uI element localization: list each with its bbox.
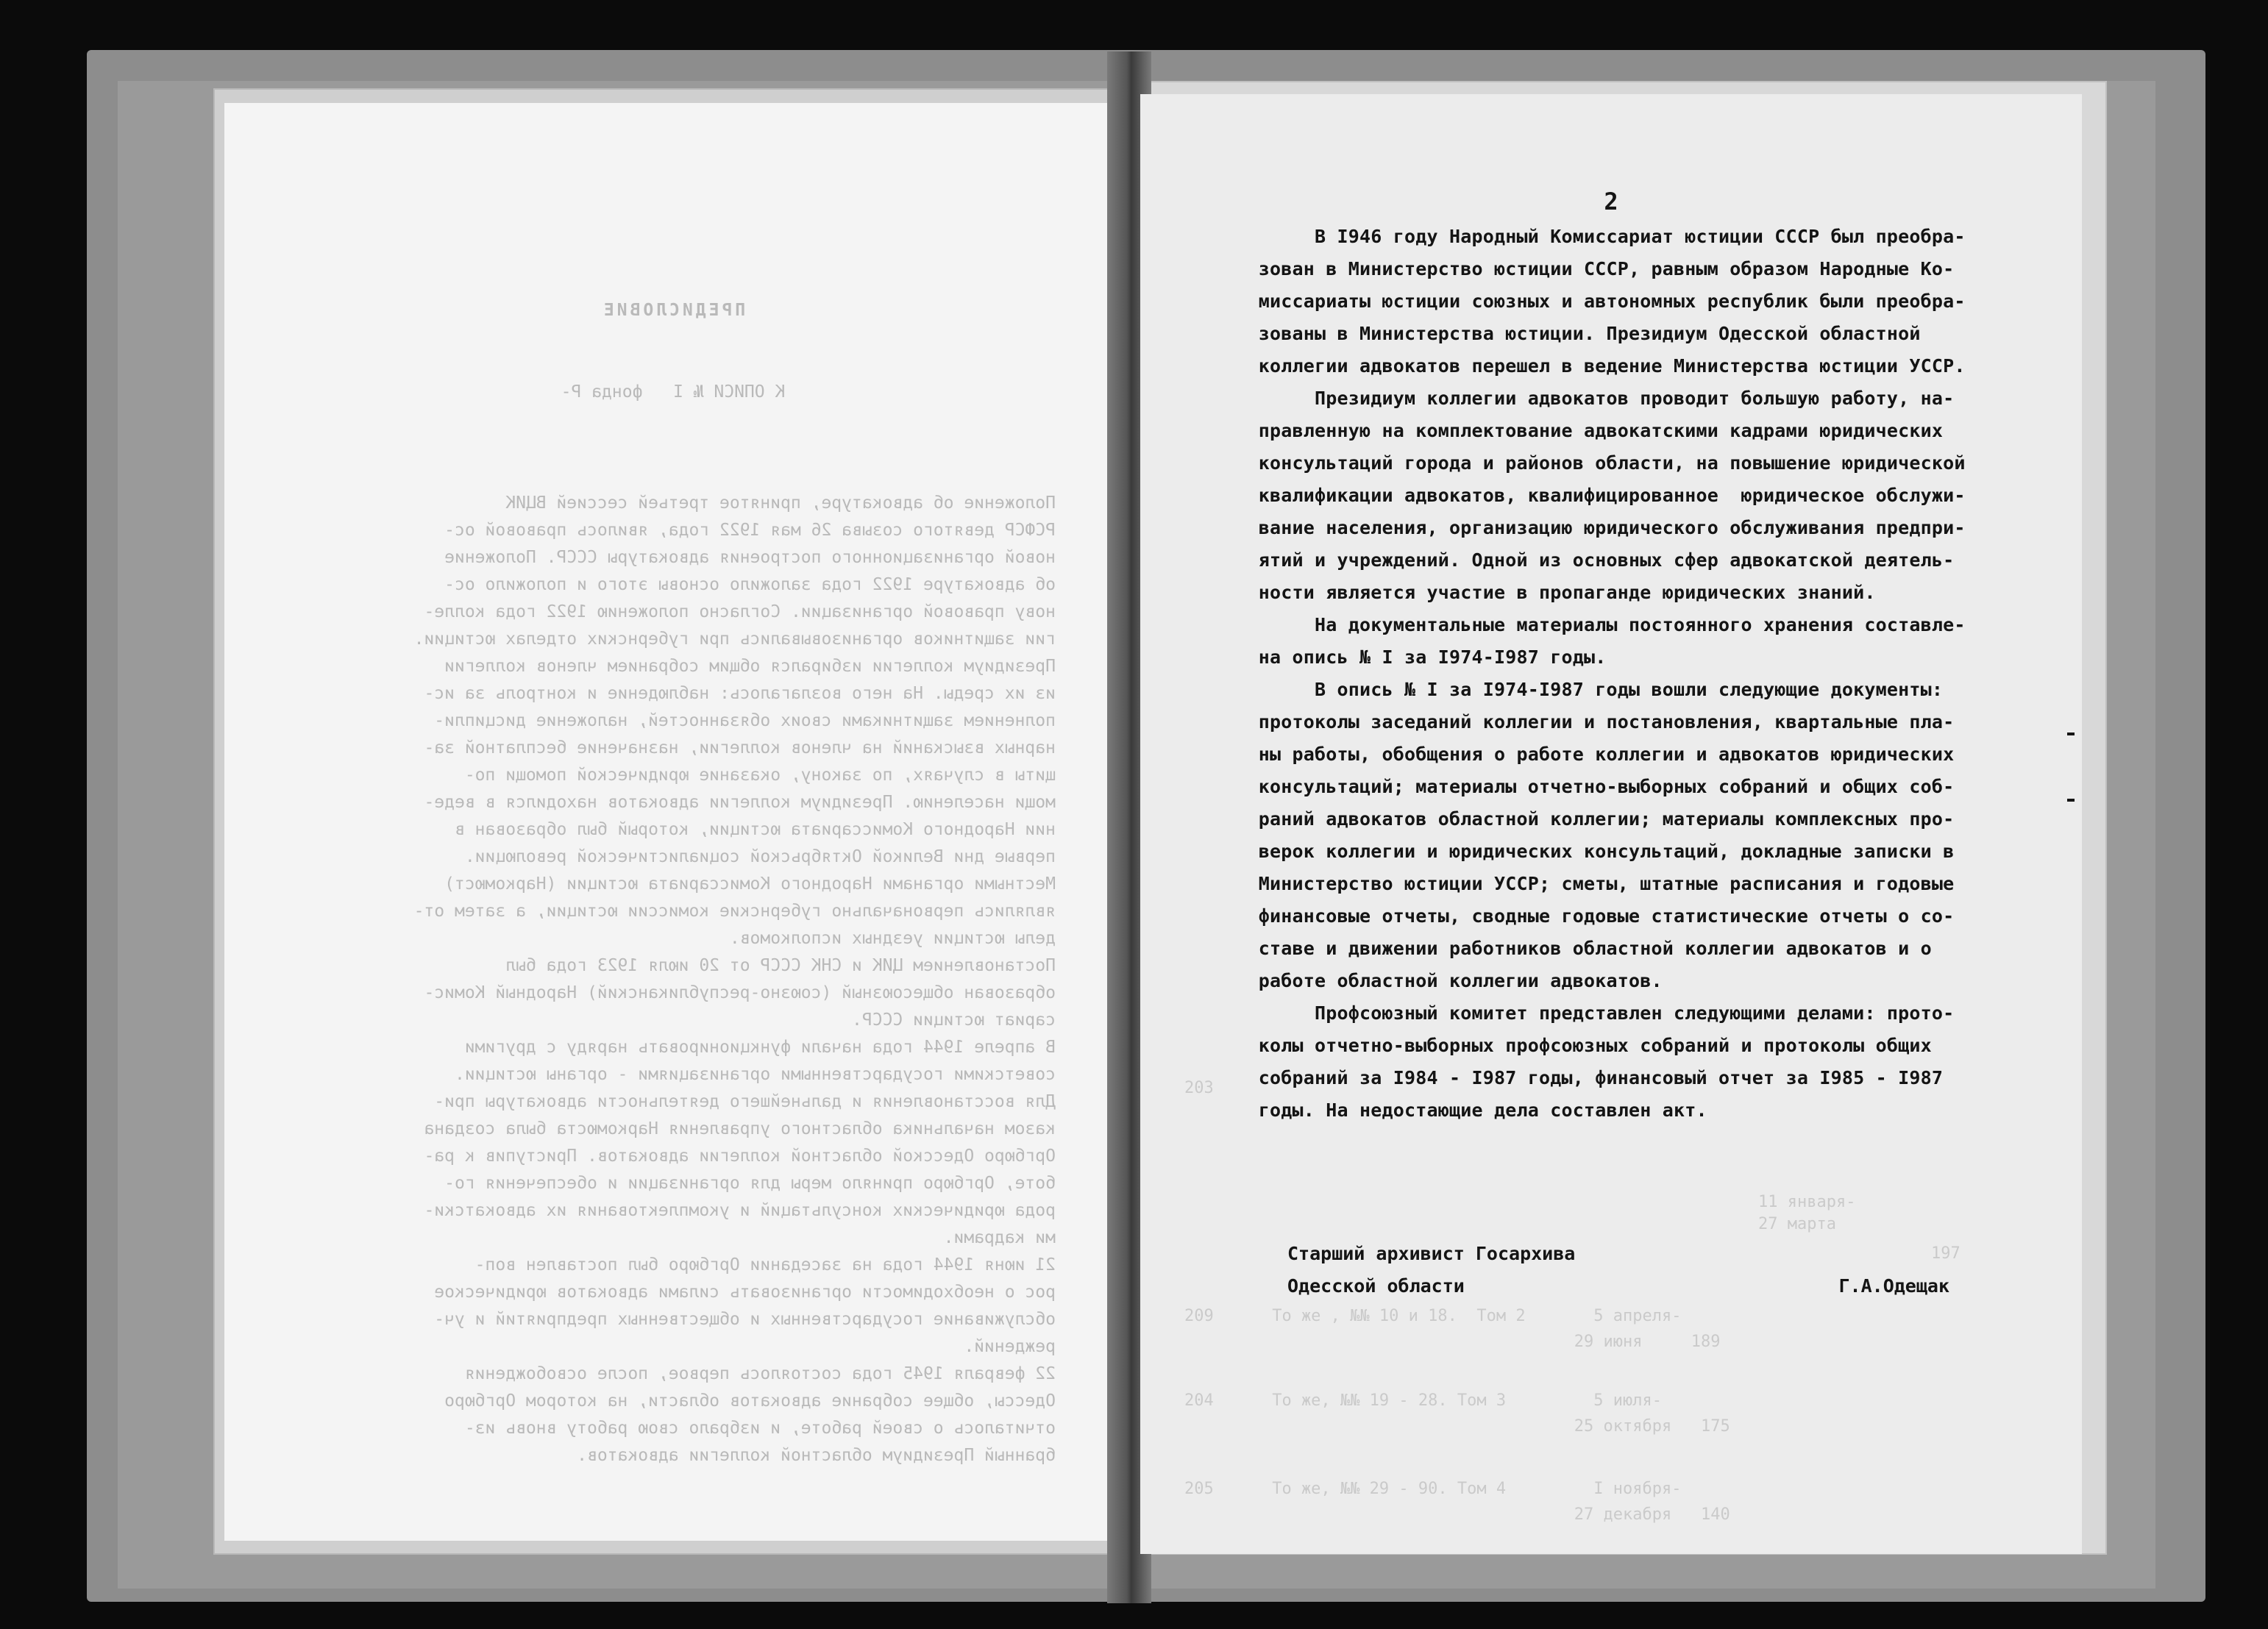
signatory-name: Г.А.Одещак xyxy=(1838,1275,1949,1297)
page-number: 2 xyxy=(1604,188,1618,215)
text-line: на опись № I за I974-I987 годы. xyxy=(1225,646,1607,668)
ghost-line: нии Народного Комиссариата юстиции, который был образован в xyxy=(455,820,1056,839)
signatory-organization: Одесской области xyxy=(1287,1275,1465,1297)
text-line: работе областной коллегии адвокатов. xyxy=(1225,970,1663,991)
text-line: зован в Министерство юстиции СССР, равным образом Народные Ко- xyxy=(1225,258,1955,279)
ghost-line: Местными органами Народного Комиссариата юстиции (Наркомюст) xyxy=(444,874,1056,894)
text-line: финансовые отчеты, сводные годовые статистические отчеты о со- xyxy=(1225,905,1955,927)
text-line: В опись № I за I974-I987 годы вошли следующие документы: xyxy=(1225,679,1944,700)
text-line: раний адвокатов областной коллегии; материалы комплексных про- xyxy=(1225,808,1955,830)
ghost-line: об адвокатуре 1922 года заложило основы этого и положило ос- xyxy=(444,575,1056,594)
ghost-line: В апреле 1944 года начали функционировать наряду с другими xyxy=(464,1038,1056,1057)
ghost-fragment: 197 xyxy=(1931,1244,1960,1263)
text-line: ятий и учреждений. Одной из основных сфер адвокатской деятель- xyxy=(1225,549,1955,571)
ghost-line: нарных взысканий на членов коллегии, назначение бесплатной за- xyxy=(424,738,1056,758)
ghost-fragment: 29 июня 189 xyxy=(1184,1333,1721,1351)
text-line: ны работы, обобщения о работе коллегии и адвокатов юридических xyxy=(1225,744,1955,765)
ghost-line: являлись первоначально губернские комиссии юстиции, а затем от- xyxy=(413,902,1056,921)
ghost-line: РСФСР девятого созыва 26 мая 1922 года, явилось правовой ос- xyxy=(444,521,1056,540)
ghost-lines xyxy=(291,490,1056,1469)
ghost-line: обслуживание государственных и общественных предприятий и уч- xyxy=(434,1310,1056,1329)
ghost-line: ми кадрами. xyxy=(943,1228,1056,1247)
text-line: ставе и движении работников областной коллегии адвокатов и о xyxy=(1225,938,1932,959)
ghost-line: Положение об адвокатуре, принятое третьей сессией ВЦИК xyxy=(505,493,1056,513)
ghost-line: 22 февраля 1945 года состоялось первое, после освобождения xyxy=(464,1364,1056,1383)
left-page xyxy=(224,103,1122,1541)
ghost-line: казом начальника областного управления Наркомюста была создана xyxy=(424,1119,1056,1138)
ghost-line: первые дни Великой Октябрьской социалистической революции. xyxy=(464,847,1056,866)
ghost-line: советскими государственными организациями - органы юстиции. xyxy=(455,1065,1056,1084)
edge-tick-mark xyxy=(2067,799,2075,802)
ghost-line: Оргбюро Одесской областной коллегии адвокатов. Приступив к ра- xyxy=(424,1147,1056,1166)
ghost-line: образован общесоюзный (союзно-республиканский) Народный Комис- xyxy=(424,983,1056,1002)
ghost-line: рос о необходимости организовать силами адвокатов юридическое xyxy=(434,1283,1056,1302)
edge-tick-mark xyxy=(2067,732,2075,735)
text-line: коллегии адвокатов перешел в ведение Министерства юстиции УССР. xyxy=(1225,355,1966,377)
text-line: вание населения, организацию юридического обслуживания предпри- xyxy=(1225,517,1966,538)
left-page-show-through-text xyxy=(224,103,1122,1541)
text-line: правленную на комплектование адвокатскими кадрами юридических xyxy=(1225,420,1944,441)
ghost-line: новой организационного построения адвокатуры СССР. Положение xyxy=(444,548,1056,567)
ghost-line: боте, Оргбюро приняло меры для организации и обеспечения го- xyxy=(444,1174,1056,1193)
ghost-line: реждений. xyxy=(964,1337,1056,1356)
text-line: годы. На недостающие дела составлен акт. xyxy=(1225,1099,1707,1121)
ghost-line: делы юстиции уездных исполкомов. xyxy=(729,929,1056,948)
text-line: Президиум коллегии адвокатов проводит большую работу, на- xyxy=(1225,388,1955,409)
ghost-line: Постановлением ЦИК и СНК СССР от 20 июля 1923 года был xyxy=(505,956,1056,975)
text-line: Профсоюзный комитет представлен следующими делами: прото- xyxy=(1225,1002,1955,1024)
text-line: собраний за I984 - I987 годы, финансовый отчет за I985 - I987 xyxy=(1225,1067,1944,1088)
ghost-fragment: 25 октября 175 xyxy=(1184,1417,1730,1436)
text-line: зованы в Министерства юстиции. Президиум Одесской областной xyxy=(1225,323,1921,344)
body-text xyxy=(1225,221,2052,1127)
signature-block xyxy=(1287,1238,2023,1302)
ghost-title: ПРЕДИСЛОВИЕ xyxy=(600,301,746,320)
ghost-fragment: 203 xyxy=(1184,1079,1214,1097)
ghost-fragment: 204 То же, №№ 19 - 28. Том 3 5 июля- xyxy=(1184,1391,1663,1410)
text-line: консультаций; материалы отчетно-выборных собраний и общих соб- xyxy=(1225,776,1955,797)
text-line: На документальные материалы постоянного хранения составле- xyxy=(1225,614,1966,635)
ghost-fragment: 209 То же , №№ 10 и 18. Том 2 5 апреля- xyxy=(1184,1307,1682,1325)
text-line: В I946 году Народный Комиссариат юстиции СССР был преобра- xyxy=(1225,226,1966,247)
ghost-line: рода юридических консультаций и укомплектования их адвокатски- xyxy=(424,1201,1056,1220)
ghost-line: мощи населению. Президиум коллегии адвокатов находился в веде- xyxy=(424,793,1056,812)
ghost-line: из их среды. На него возлагалось: наблюдение и контроль за ис- xyxy=(424,684,1056,703)
ghost-line: гии защитников организовывались при губернских отделах юстиции. xyxy=(413,630,1056,649)
text-line: ности является участие в пропаганде юридических знаний. xyxy=(1225,582,1876,603)
ghost-fragment: 27 марта xyxy=(1758,1215,1836,1233)
ghost-fragment: 205 То же, №№ 29 - 90. Том 4 I ноября- xyxy=(1184,1480,1682,1498)
ghost-line: 21 июня 1944 года на заседании Оргбюро был поставлен воп- xyxy=(474,1255,1056,1275)
ghost-line: бранный Президиум областной коллегии адвокатов. xyxy=(577,1446,1056,1465)
signatory-position: Старший архивист Госархива xyxy=(1287,1243,1576,1264)
ghost-line: нову правовой организации. Согласно положению 1922 года колле- xyxy=(424,602,1056,621)
ghost-line: Президиум коллегии избирался общим собранием членов коллегии xyxy=(444,657,1056,676)
ghost-line: полнением защитниками своих обязанностей, наложение дисципли- xyxy=(434,711,1056,730)
ghost-fragment: 27 декабря 140 xyxy=(1184,1505,1730,1524)
ghost-line: сариат юстиции СССР. xyxy=(852,1010,1056,1030)
right-page xyxy=(1140,94,2082,1554)
text-line: квалификации адвокатов, квалифицированное юридическое обслужи- xyxy=(1225,485,1966,506)
ghost-line: отчиталось о своей работе, и избрало свою работу вновь из- xyxy=(464,1419,1056,1438)
ghost-subtitle: К ОПИСИ № I фонда Р- xyxy=(561,382,786,402)
text-line: миссариаты юстиции союзных и автономных республик были преобра- xyxy=(1225,290,1966,312)
ghost-line: щиты в случаях, по закону, оказание юридической помощи по- xyxy=(464,766,1056,785)
text-line: Министерство юстиции УССР; сметы, штатные расписания и годовые xyxy=(1225,873,1955,894)
ghost-fragment: 11 января- xyxy=(1758,1193,1856,1211)
text-line: колы отчетно-выборных профсоюзных собраний и протоколы общих xyxy=(1225,1035,1932,1056)
text-line: верок коллегии и юридических консультаций, докладные записки в xyxy=(1225,841,1955,862)
ghost-line: Для восстановления и дальнейшего деятельности адвокатуры при- xyxy=(434,1092,1056,1111)
text-line: консультаций города и районов области, на повышение юридической xyxy=(1225,452,1966,474)
ghost-line: Одессы, общее собрание адвокатов области, на котором Оргбюро xyxy=(444,1391,1056,1411)
text-line: протоколы заседаний коллегии и постановления, квартальные пла- xyxy=(1225,711,1955,732)
